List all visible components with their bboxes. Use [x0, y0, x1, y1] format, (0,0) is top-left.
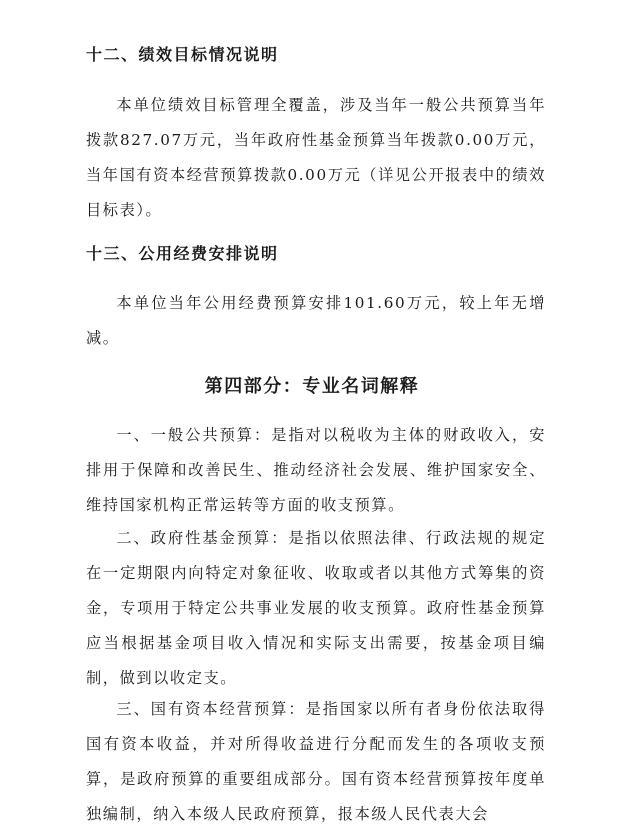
section-12-paragraph: 本单位绩效目标管理全覆盖，涉及当年一般公共预算当年拨款827.07万元，当年政府性基金预算当年拨款0.00万元，当年国有资本经营预算拨款0.00万元（详见公开报表中的绩效目标表）。 — [86, 96, 546, 219]
section-13-paragraph: 本单位当年公用经费预算安排101.60万元，较上年无增减。 — [86, 294, 546, 347]
term-government-fund-budget: 二、政府性基金预算：是指以依照法律、行政法规的规定在一定期限内向特定对象征收、收取或者以其他方式筹集的资金，专项用于特定公共事业发展的收支预算。政府性基金预算应当根据基金项目收入情况和实际支出需要，按基金项目编制，做到以收定支。 — [86, 529, 546, 687]
part-4-title: 第四部分：专业名词解释 — [204, 376, 420, 397]
term-state-capital-budget: 三、国有资本经营预算：是指国家以所有者身份依法取得国有资本收益，并对所得收益进行分配而发生的各项收支预算，是政府预算的重要组成部分。国有资本经营预算按年度单独编制，纳入本级人民政府预算，报本级人民代表大会 — [86, 700, 546, 823]
term-general-public-budget: 一、一般公共预算：是指对以税收为主体的财政收入，安排用于保障和改善民生、推动经济社会发展、维护国家安全、维持国家机构正常运转等方面的收支预算。 — [86, 426, 546, 514]
section-12-heading: 十二、绩效目标情况说明 — [86, 45, 279, 64]
section-13-heading: 十三、公用经费安排说明 — [86, 244, 279, 263]
